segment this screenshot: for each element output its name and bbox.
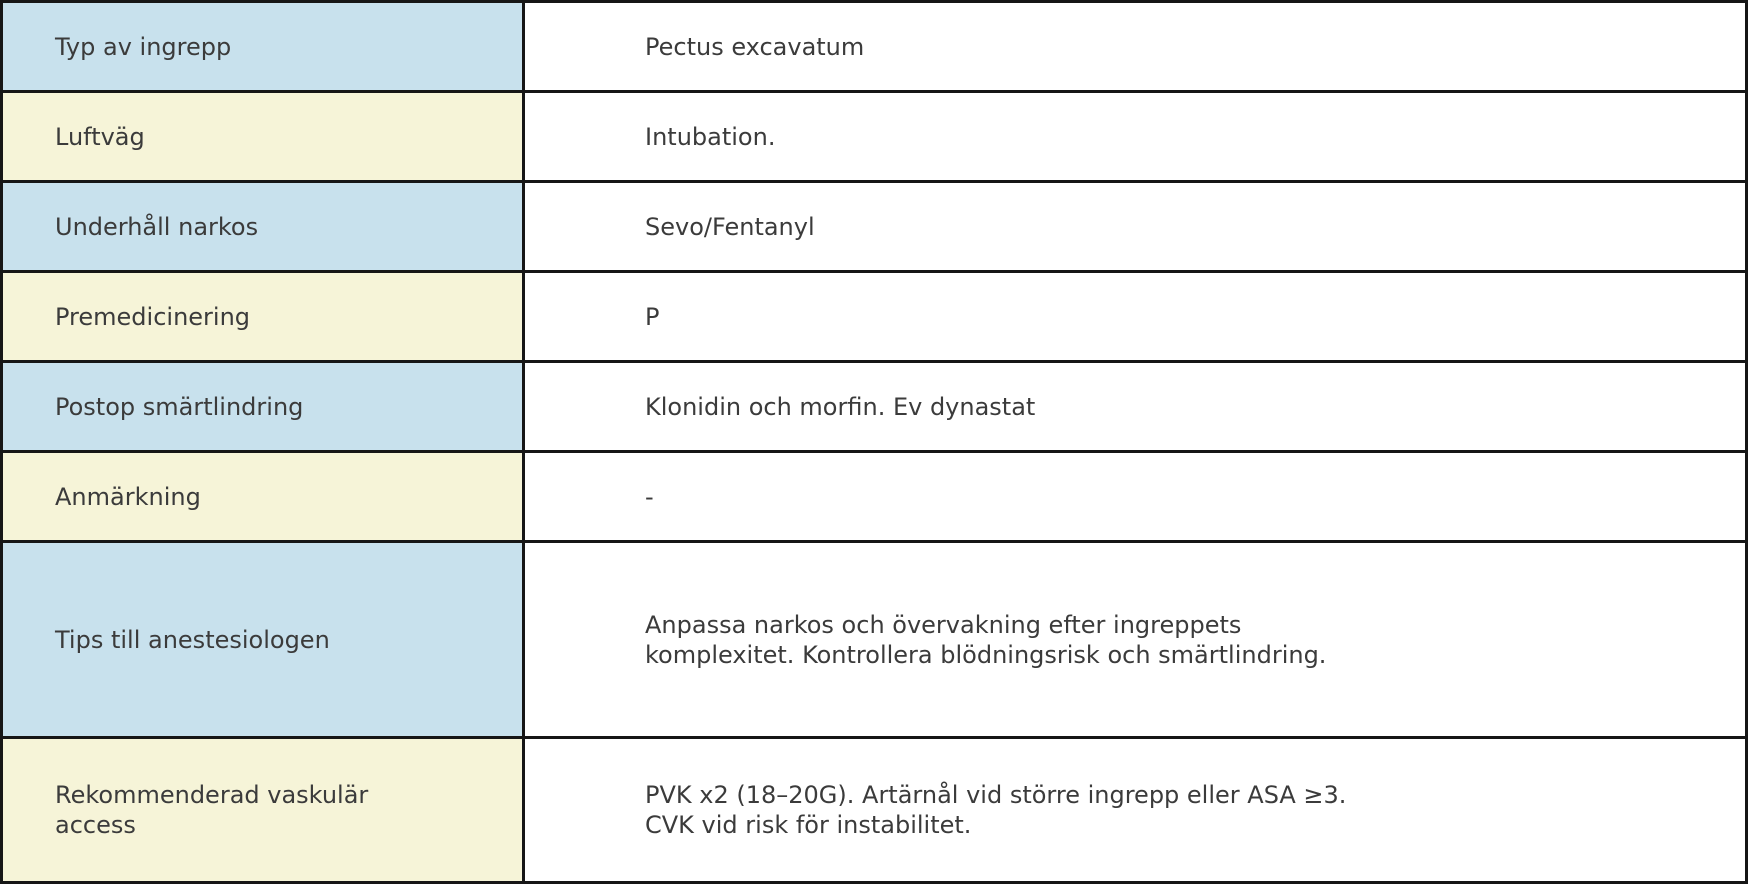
row-label: Premedicinering: [55, 302, 251, 331]
table-row: [3, 453, 1745, 543]
table-row: [3, 273, 1745, 363]
row-value-cell-postop-smartlindring: [525, 363, 1745, 450]
row-label-cell-typ-av-ingrepp: [3, 3, 525, 90]
row-value-cell-luftvag: [525, 93, 1745, 180]
table-row: [3, 3, 1745, 93]
table-row: [3, 739, 1745, 881]
row-label: Rekommenderad vaskulär access: [55, 781, 369, 839]
row-label-cell-underhall-narkos: [3, 183, 525, 270]
row-label: Tips till anestesiologen: [55, 625, 330, 654]
table-row: [3, 183, 1745, 273]
row-label: Typ av ingrepp: [55, 32, 232, 61]
table-row: [3, 543, 1745, 739]
row-value-cell-rekommenderad-vaskular-access: [525, 739, 1745, 881]
row-value-cell-tips-till-anestesiologen: [525, 543, 1745, 736]
row-label-cell-anmarkning: [3, 453, 525, 540]
row-label-cell-premedicinering: [3, 273, 525, 360]
table-row: [3, 363, 1745, 453]
row-value: Sevo/Fentanyl: [645, 212, 815, 241]
row-value: PVK x2 (18–20G). Artärnål vid större ingrepp eller ASA ≥3. CVK vid risk för instabilitet.: [645, 781, 1347, 839]
row-value: P: [645, 302, 660, 331]
row-value: Intubation.: [645, 122, 776, 151]
row-value-cell-underhall-narkos: [525, 183, 1745, 270]
row-value-cell-typ-av-ingrepp: [525, 3, 1745, 90]
row-value-cell-anmarkning: [525, 453, 1745, 540]
row-label-cell-luftvag: [3, 93, 525, 180]
row-value: Klonidin och morfin. Ev dynastat: [645, 392, 1036, 421]
row-value: -: [645, 482, 654, 511]
row-value: Anpassa narkos och övervakning efter ingreppets komplexitet. Kontrollera blödningsrisk och smärtlindring.: [645, 610, 1327, 669]
row-label-cell-postop-smartlindring: [3, 363, 525, 450]
row-label: Luftväg: [55, 122, 145, 151]
table-row: [3, 93, 1745, 183]
row-label-cell-rekommenderad-vaskular-access: [3, 739, 525, 881]
row-label: Underhåll narkos: [55, 212, 259, 241]
row-label: Anmärkning: [55, 482, 201, 511]
row-label: Postop smärtlindring: [55, 392, 304, 421]
row-label-cell-tips-till-anestesiologen: [3, 543, 525, 736]
row-value-cell-premedicinering: [525, 273, 1745, 360]
row-value: Pectus excavatum: [645, 32, 865, 61]
